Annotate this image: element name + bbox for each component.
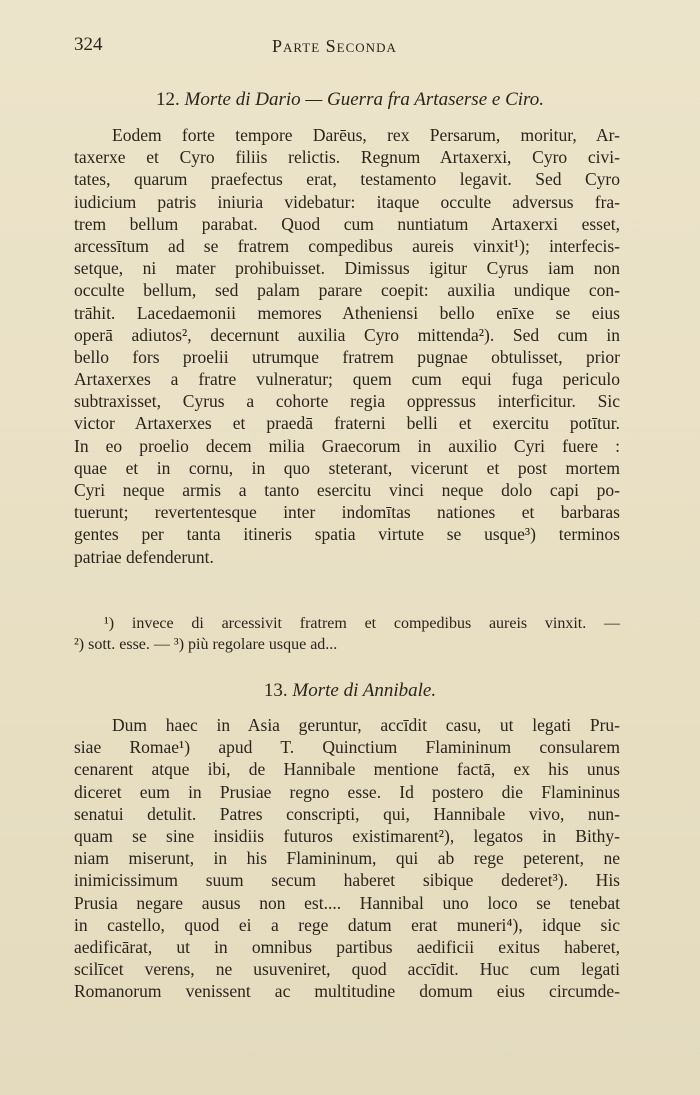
text-line: setque, ni mater prohibuisset. Dimissus igitur Cyrus iam non (74, 258, 620, 279)
section-12-heading: Morte di Dario — Guerra fra Artaserse e Ciro. (184, 89, 544, 110)
text-line: in castello, quod ei a rege datum erat muneri⁴), idque sic (74, 914, 620, 935)
text-line: Artaxerxes a fratre vulneratur; quem cum equi fuga periculo (74, 369, 620, 390)
section-12-number: 12. (156, 89, 180, 110)
section-12-title (0, 89, 700, 111)
text-line: gentes per tanta itineris spatia virtute se usque³) terminos (74, 524, 620, 545)
text-line: taxerxe et Cyro filiis relictis. Regnum Artaxerxi, Cyro civi- (74, 147, 620, 168)
text-line: aedificārat, ut in omnibus partibus aedificii exitus haberet, (74, 936, 620, 957)
section-12-footnotes (74, 613, 620, 655)
text-line: In eo proelio decem milia Graecorum in auxilio Cyri fuere : (74, 435, 620, 456)
text-line: cenarent atque ibi, de Hannibale mentione factā, ex his unus (74, 759, 620, 780)
text-line: Cyri neque armis a tanto esercitu vinci neque dolo capi po- (74, 480, 620, 500)
text-line: senatui detulit. Patres conscripti, qui, Hannibale vivo, nun- (74, 803, 620, 824)
text-line: inimicissimum suum secum haberet sibique dederet³). His (74, 870, 620, 891)
text-line: quae et in cornu, in quo steterant, vicerunt et post mortem (74, 457, 620, 478)
page-header (74, 34, 624, 62)
section-13-title (0, 680, 700, 702)
footnote: ²) sott. esse. — ³) più regolare usque ad... (74, 636, 338, 653)
text-line: bello fors proelii utrumque fratrem pugnae obtulisset, prior (74, 346, 620, 367)
text-line: occulte bellum, sed palam parare coepit: auxilia undique con- (74, 280, 620, 301)
text-line: tuerunt; revertentesque inter indomītas nationes et barbaras (74, 502, 620, 523)
text-line: Dum haec in Asia geruntur, accīdit casu, ut legati Pru- (112, 715, 620, 735)
section-13-number: 13. (263, 680, 288, 701)
section-12-body (74, 124, 620, 568)
text-line: siae Romae¹) apud T. Quinctium Flamininum consularem (74, 737, 620, 758)
text-line: victor Artaxerxes et praedā fraterni belli et exercitu potītur. (74, 413, 620, 434)
text-line: Eodem forte tempore Darēus, rex Persarum, moritur, Ar- (112, 125, 620, 145)
text-line: iudicium patris iniuria videbatur: itaque occulte adversus fra- (74, 191, 620, 212)
text-line: scilīcet verens, ne usuveniret, quod accīdit. Huc cum legati (74, 959, 620, 980)
text-line: subtraxisset, Cyrus a cohorte regia oppressus interficitur. Sic (74, 391, 620, 412)
text-line: operā adiutos², decernunt auxilia Cyro mittenda²). Sed cum in (74, 324, 620, 345)
running-head: Parte Seconda (272, 36, 397, 56)
text-line: Romanorum venissent ac multitudine domum eius circumde- (74, 981, 620, 1002)
section-13-heading: Morte di Annibale. (292, 680, 437, 701)
text-line: Prusia negare ausus non est.... Hannibal uno loco se tenebat (74, 892, 620, 913)
text-line: trāhit. Lacedaemonii memores Atheniensi bello enīxe se eius (74, 302, 620, 323)
text-line: quam se sine insidiis futuros existimarent²), legatos in Bithy- (74, 825, 620, 846)
footnote: ¹) invece di arcessivit fratrem et compedibus aureis vinxit. — (104, 615, 620, 632)
text-line: tates, quarum praefectus erat, testamento legavit. Sed Cyro (74, 169, 620, 190)
text-line: patriae defenderunt. (74, 546, 214, 567)
page-number: 324 (74, 34, 103, 55)
text-line: niam miserunt, in his Flamininum, qui ab rege peterent, ne (74, 848, 620, 869)
text-line: trem bellum parabat. Quod cum nuntiatum Artaxerxi esset, (74, 213, 620, 234)
section-13-body (74, 714, 620, 1002)
text-line: diceret eum in Prusiae regno esse. Id postero die Flamininus (74, 781, 620, 802)
text-line: arcessītum ad se fratrem compedibus aureis vinxit¹); interfecis- (74, 235, 620, 256)
